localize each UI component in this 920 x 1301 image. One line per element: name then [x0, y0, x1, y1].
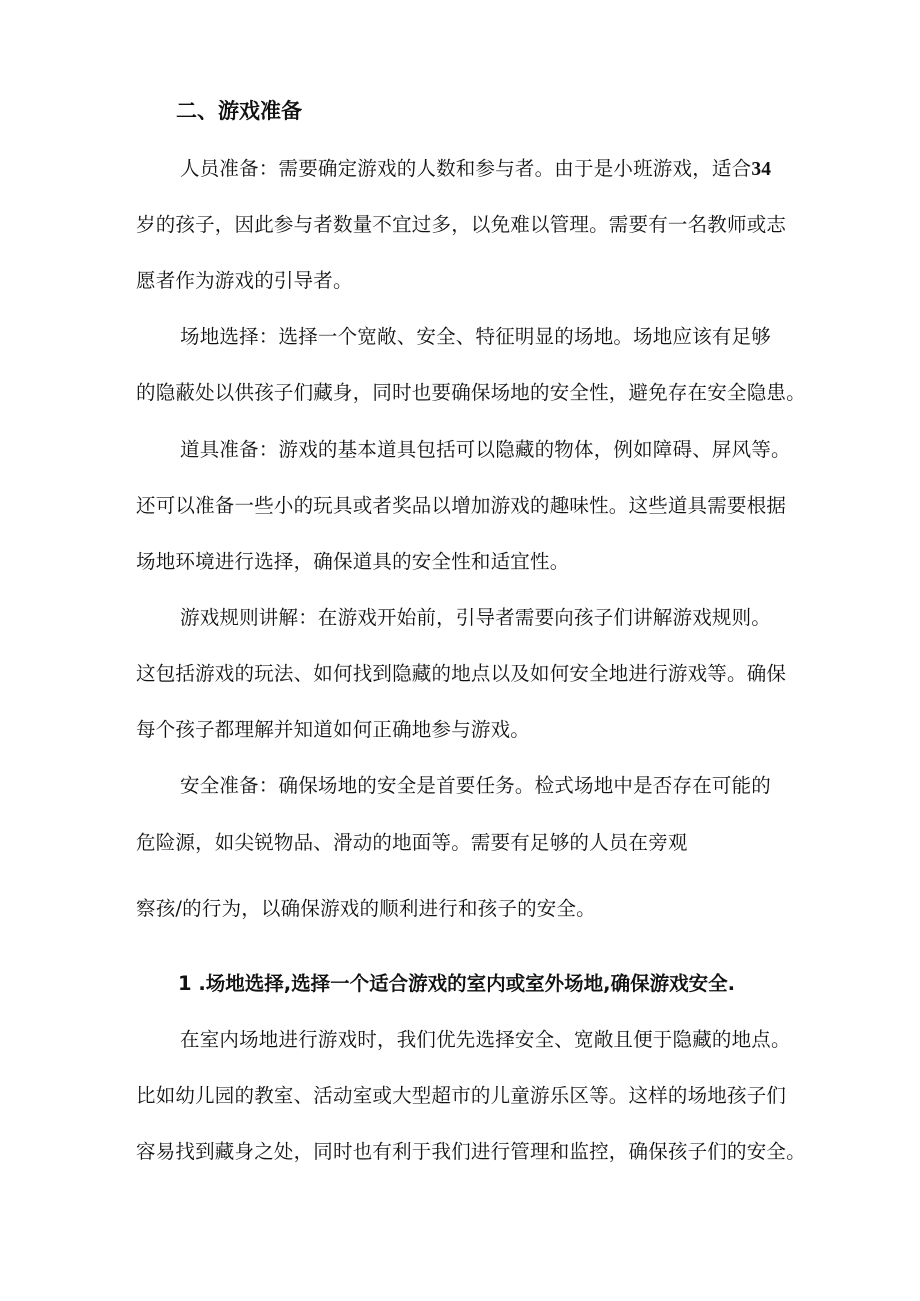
- paragraph-line: 安全准备：确保场地的安全是首要任务。检式场地中是否存在可能的: [180, 774, 772, 797]
- paragraph-line: 道具准备：游戏的基本道具包括可以隐藏的物体，例如障碍、屏风等。: [180, 438, 791, 461]
- paragraph-line: 游戏规则讲解：在游戏开始前，引导者需要向孩子们讲解游戏规则。: [180, 606, 772, 629]
- paragraph-text: 人员准备：需要确定游戏的人数和参与者。由于是小班游戏，适合: [180, 157, 752, 180]
- subsection-title: 1 .场地选择,选择一个适合游戏的室内或室外场地,确保游戏安全.: [178, 972, 735, 995]
- paragraph-line: 还可以准备一些小的玩具或者奖品以增加游戏的趣味性。这些道具需要根据: [136, 494, 787, 517]
- paragraph-line: 危险源，如尖锐物品、滑动的地面等。需要有足够的人员在旁观: [136, 831, 688, 854]
- paragraph-line: 每个孩子都理解并知道如何正确地参与游戏。: [136, 718, 531, 741]
- paragraph-line: 岁的孩子，因此参与者数量不宜过多，以免难以管理。需要有一名教师或志: [136, 213, 787, 236]
- paragraph-line: 在室内场地进行游戏时，我们优先选择安全、宽敞且便于隐藏的地点。: [180, 1028, 791, 1051]
- paragraph-line: 的隐蔽处以供孩子们藏身，同时也要确保场地的安全性，避免存在安全隐患。: [136, 381, 806, 404]
- paragraph-line: 愿者作为游戏的引导者。: [136, 269, 353, 292]
- age-range: 34: [751, 159, 772, 180]
- section-title: 二、游戏准备: [176, 99, 302, 123]
- paragraph-line: 场地环境进行选择，确保道具的安全性和适宜性。: [136, 550, 570, 573]
- paragraph-line: [180, 156, 771, 183]
- paragraph-line: 这包括游戏的玩法、如何找到隐藏的地点以及如何安全地进行游戏等。确保: [136, 662, 787, 685]
- paragraph-line: 容易找到藏身之处，同时也有利于我们进行管理和监控，确保孩子们的安全。: [136, 1140, 806, 1163]
- paragraph-line: 场地选择：选择一个宽敞、安全、特征明显的场地。场地应该有足够: [180, 325, 772, 348]
- paragraph-line: 察孩/的行为，以确保游戏的顺利进行和孩子的安全。: [136, 897, 596, 920]
- paragraph-line: 比如幼儿园的教室、活动室或大型超市的儿童游乐区等。这样的场地孩子们: [136, 1084, 787, 1107]
